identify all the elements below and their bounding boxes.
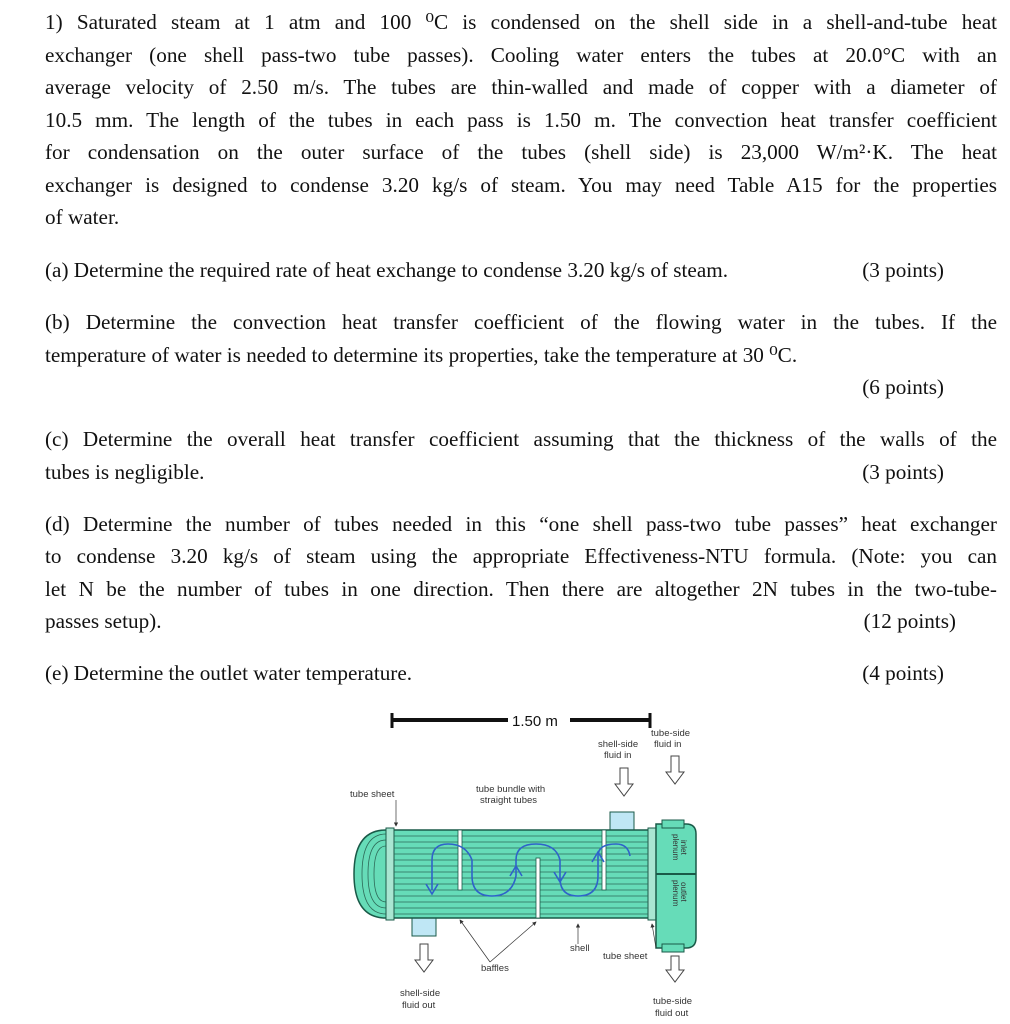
label-shell-side-out-1: shell-side [400, 988, 441, 999]
part-c-line-2: tubes is negligible. [45, 460, 205, 484]
part-e-text: (e) Determine the outlet water temperature. [45, 661, 413, 685]
label-tube-side-in-1: tube-side [651, 728, 691, 739]
heat-exchanger-diagram [340, 700, 720, 1024]
label-shell-side-in-2: fluid in [604, 750, 632, 761]
label-baffles: baffles [481, 963, 509, 974]
part-c-line-1: (c) Determine the overall heat transfer coefficient assuming that the thickness of the walls of the [45, 427, 997, 451]
part-b-line-2: temperature of water is needed to determine its properties, take the temperature at 30 ⁰C. [45, 343, 798, 367]
part-e-points: (4 points) [862, 661, 944, 685]
label-inlet-plenum-1: inlet [679, 840, 688, 855]
label-tube-bundle-1: tube bundle with [476, 784, 546, 795]
label-tube-side-out-2: fluid out [655, 1008, 689, 1019]
intro-line-4: 10.5 mm. The length of the tubes in each pass is 1.50 m. The convection heat transfer coefficient [45, 108, 997, 132]
part-a-points: (3 points) [862, 258, 944, 282]
label-outlet-plenum-1: outlet [679, 882, 688, 902]
part-d-line-2: to condense 3.20 kg/s of steam using the appropriate Effectiveness-NTU formula. (Note: you can [45, 544, 997, 568]
part-d-line-3: let N be the number of tubes in one direction. Then there are altogether 2N tubes in the two-tube- [45, 577, 997, 601]
part-d-line-1: (d) Determine the number of tubes needed in this “one shell pass-two tube passes” heat exchanger [45, 512, 997, 536]
label-tube-sheet-left: tube sheet [350, 789, 395, 800]
label-inlet-plenum-2: plenum [671, 834, 680, 861]
part-d-line-4: passes setup). [45, 609, 162, 633]
label-tube-side-in-2: fluid in [654, 739, 682, 750]
shell-outlet-arrow [415, 944, 433, 972]
label-tube-bundle-2: straight tubes [480, 795, 538, 806]
intro-line-1: 1) Saturated steam at 1 atm and 100 ⁰C is condensed on the shell side in a shell-and-tube heat [45, 10, 997, 34]
intro-line-6: exchanger is designed to condense 3.20 kg/s of steam. You may need Table A15 for the properties [45, 173, 997, 197]
intro-line-5: for condensation on the outer surface of the tubes (shell side) is 23,000 W/m²·K. The heat [45, 140, 997, 164]
label-shell: shell [570, 943, 590, 954]
right-head [656, 820, 696, 952]
intro-line-7: of water. [45, 205, 120, 229]
intro-line-2: exchanger (one shell pass-two tube passes). Cooling water enters the tubes at 20.0°C with an [45, 43, 997, 67]
length-dimension [392, 713, 650, 730]
label-tube-side-out-1: tube-side [653, 996, 693, 1007]
part-a-text: (a) Determine the required rate of heat exchange to condense 3.20 kg/s of steam. [45, 258, 729, 282]
label-outlet-plenum-2: plenum [671, 880, 680, 907]
part-d-points: (12 points) [863, 609, 956, 633]
tube-outlet-arrow [666, 956, 684, 982]
shell-inlet-arrow [615, 768, 633, 796]
shell-body [354, 828, 656, 920]
label-shell-side-out-2: fluid out [402, 1000, 436, 1011]
tube-inlet-arrow [666, 756, 684, 784]
label-tube-sheet-right: tube sheet [603, 951, 648, 962]
part-b-points: (6 points) [862, 375, 944, 399]
part-c-points: (3 points) [862, 460, 944, 484]
label-shell-side-in-1: shell-side [598, 739, 639, 750]
length-label: 1.50 m [512, 713, 558, 730]
part-b-line-1: (b) Determine the convection heat transfer coefficient of the flowing water in the tubes. If the [45, 310, 997, 334]
intro-line-3: average velocity of 2.50 m/s. The tubes are thin-walled and made of copper with a diameter of [45, 75, 997, 99]
